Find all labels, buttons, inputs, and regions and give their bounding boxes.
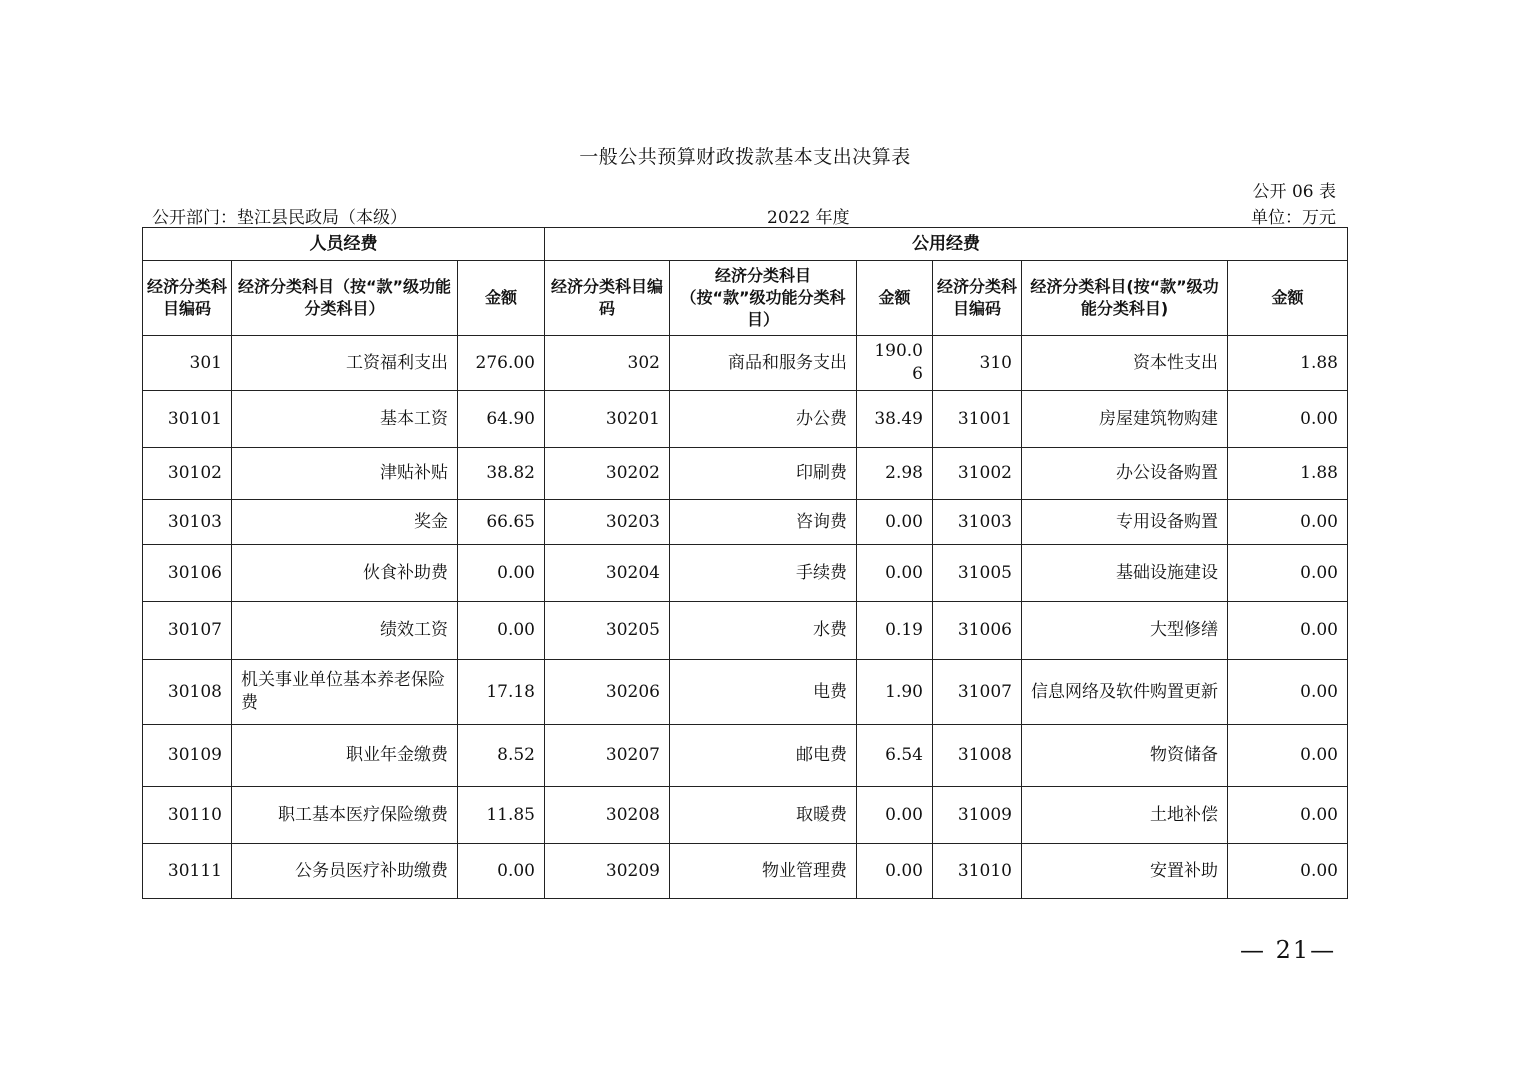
amount-cell: 0.00 [1228,602,1348,660]
name-cell: 公务员医疗补助缴费 [232,844,458,899]
code-cell: 30206 [545,660,670,725]
amount-cell: 190.06 [857,336,933,391]
code-cell: 30209 [545,844,670,899]
amount-cell: 0.00 [857,844,933,899]
name-cell: 伙食补助费 [232,545,458,602]
amount-cell: 0.00 [1228,545,1348,602]
table-row [143,602,1348,660]
header-code-2: 经济分类科目编码 [545,261,670,336]
form-number: 公开 06 表 [1252,182,1336,202]
code-cell: 31005 [933,545,1022,602]
name-cell: 商品和服务支出 [670,336,857,391]
name-cell: 基本工资 [232,391,458,448]
code-cell: 30108 [143,660,232,725]
name-cell: 大型修缮 [1022,602,1228,660]
amount-cell: 38.49 [857,391,933,448]
amount-cell: 66.65 [458,500,545,545]
name-cell: 基础设施建设 [1022,545,1228,602]
code-cell: 30208 [545,787,670,844]
name-cell: 津贴补贴 [232,448,458,500]
code-cell: 31007 [933,660,1022,725]
name-cell: 奖金 [232,500,458,545]
fiscal-year: 2022 年度 [767,208,850,228]
amount-cell: 17.18 [458,660,545,725]
code-cell: 31009 [933,787,1022,844]
amount-cell: 8.52 [458,725,545,787]
code-cell: 30109 [143,725,232,787]
name-cell: 办公设备购置 [1022,448,1228,500]
table-row [143,500,1348,545]
code-cell: 31002 [933,448,1022,500]
amount-cell: 0.19 [857,602,933,660]
amount-cell: 0.00 [1228,725,1348,787]
header-amount-2: 金额 [857,261,933,336]
amount-cell: 1.88 [1228,448,1348,500]
amount-cell: 0.00 [857,500,933,545]
name-cell: 绩效工资 [232,602,458,660]
code-cell: 31003 [933,500,1022,545]
department-label: 公开部门：垫江县民政局（本级） [152,208,407,228]
name-cell: 专用设备购置 [1022,500,1228,545]
name-cell: 电费 [670,660,857,725]
code-cell: 30207 [545,725,670,787]
header-amount-1: 金额 [458,261,545,336]
code-cell: 31010 [933,844,1022,899]
amount-cell: 0.00 [1228,500,1348,545]
name-cell: 安置补助 [1022,844,1228,899]
header-amount-3: 金额 [1228,261,1348,336]
table-row [143,391,1348,448]
code-cell: 30205 [545,602,670,660]
code-cell: 30110 [143,787,232,844]
name-cell: 职业年金缴费 [232,725,458,787]
table-title: 一般公共预算财政拨款基本支出决算表 [579,146,911,168]
name-cell: 信息网络及软件购置更新 [1022,660,1228,725]
name-cell: 咨询费 [670,500,857,545]
code-cell: 30203 [545,500,670,545]
name-cell: 邮电费 [670,725,857,787]
code-cell: 30111 [143,844,232,899]
name-cell: 机关事业单位基本养老保险费 [232,660,458,725]
name-cell: 房屋建筑物购建 [1022,391,1228,448]
name-cell: 土地补偿 [1022,787,1228,844]
unit-label: 单位：万元 [1251,208,1336,228]
name-cell: 取暖费 [670,787,857,844]
name-cell: 物资储备 [1022,725,1228,787]
code-cell: 31001 [933,391,1022,448]
amount-cell: 2.98 [857,448,933,500]
section-personnel: 人员经费 [143,228,545,261]
header-name-3: 经济分类科目(按“款”级功能分类科目) [1022,261,1228,336]
code-cell: 302 [545,336,670,391]
table-row [143,844,1348,899]
amount-cell: 0.00 [458,844,545,899]
code-cell: 301 [143,336,232,391]
code-cell: 30107 [143,602,232,660]
name-cell: 办公费 [670,391,857,448]
amount-cell: 0.00 [458,602,545,660]
table-row [143,660,1348,725]
table-row [143,545,1348,602]
amount-cell: 276.00 [458,336,545,391]
code-cell: 30103 [143,500,232,545]
name-cell: 职工基本医疗保险缴费 [232,787,458,844]
amount-cell: 11.85 [458,787,545,844]
code-cell: 31008 [933,725,1022,787]
name-cell: 资本性支出 [1022,336,1228,391]
code-cell: 31006 [933,602,1022,660]
page-number: — 21— [1240,936,1337,964]
name-cell: 印刷费 [670,448,857,500]
name-cell: 水费 [670,602,857,660]
header-name-1: 经济分类科目（按“款”级功能分类科目） [232,261,458,336]
amount-cell: 0.00 [1228,391,1348,448]
amount-cell: 0.00 [458,545,545,602]
code-cell: 310 [933,336,1022,391]
name-cell: 物业管理费 [670,844,857,899]
code-cell: 30202 [545,448,670,500]
amount-cell: 0.00 [857,545,933,602]
code-cell: 30102 [143,448,232,500]
amount-cell: 6.54 [857,725,933,787]
name-cell: 手续费 [670,545,857,602]
header-code-3: 经济分类科目编码 [933,261,1022,336]
code-cell: 30201 [545,391,670,448]
table-row [143,725,1348,787]
amount-cell: 64.90 [458,391,545,448]
amount-cell: 1.90 [857,660,933,725]
header-code-1: 经济分类科目编码 [143,261,232,336]
code-cell: 30101 [143,391,232,448]
table-row [143,336,1348,391]
section-public: 公用经费 [545,228,1348,261]
header-name-2: 经济分类科目（按“款”级功能分类科目） [670,261,857,336]
amount-cell: 0.00 [857,787,933,844]
name-cell: 工资福利支出 [232,336,458,391]
code-cell: 30106 [143,545,232,602]
expenditure-table [142,227,1348,899]
amount-cell: 38.82 [458,448,545,500]
amount-cell: 0.00 [1228,844,1348,899]
amount-cell: 0.00 [1228,787,1348,844]
table-row [143,787,1348,844]
code-cell: 30204 [545,545,670,602]
amount-cell: 0.00 [1228,660,1348,725]
amount-cell: 1.88 [1228,336,1348,391]
table-row [143,448,1348,500]
